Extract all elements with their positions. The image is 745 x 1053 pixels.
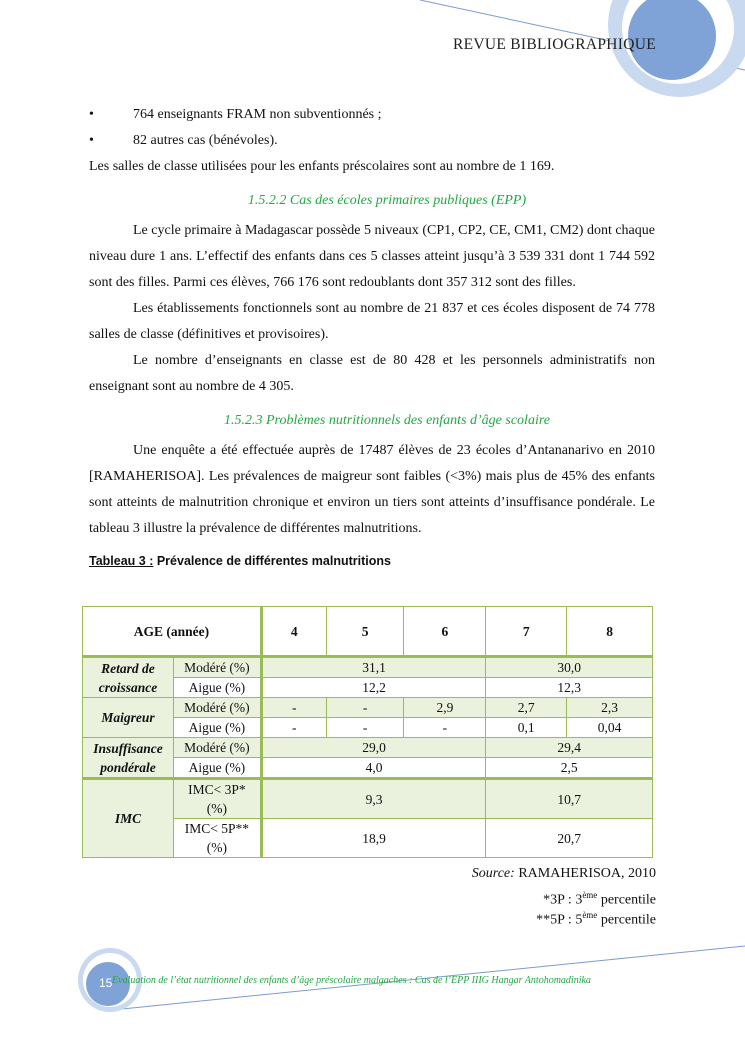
bullet-marker: • <box>89 133 94 148</box>
footer-text: Evaluation de l’état nutritionnel des enfants d’âge préscolaire malgaches : Cas de l’EPP IIIG Hangar Antohomadinika <box>112 975 591 986</box>
table-header-row <box>83 607 653 657</box>
paragraph: Les établissements fonctionnels sont au nombre de 21 837 et ces écoles disposent de 74 778 salles de classe (définitives et provisoires). <box>89 301 655 342</box>
paragraph: Une enquête a été effectuée auprès de 17487 élèves de 23 écoles d’Antananarivo en 2010 [RAMAHERISOA]. Les prévalences de maigreur sont faibles (<3%) mais plus de 45% des enfants sont atteints de malnutrition chronique et environ un tiers sont atteints d’insuffisance pondérale. Le tableau 3 illustre la prévalence de différentes malnutritions. <box>89 443 655 536</box>
table-row: Aigue (%) 4,0 2,5 <box>83 758 653 779</box>
age-cell: 7 <box>486 607 567 657</box>
paragraph: Le nombre d’enseignants en classe est de 80 428 et les personnels administratifs non enseignant sont au nombre de 4 305. <box>89 353 655 394</box>
category-maigreur: Maigreur <box>83 698 174 738</box>
table-source: Source: RAMAHERISOA, 2010 <box>471 866 656 881</box>
category-imc: IMC <box>83 779 174 858</box>
body-text <box>89 102 655 574</box>
category-insuffisance: Insuffisance pondérale <box>83 738 174 779</box>
table-row: IMC< 5P** (%) 18,9 20,7 <box>83 819 653 858</box>
list-item: • 764 enseignants FRAM non subventionnés ; <box>89 102 655 128</box>
running-header: REVUE BIBLIOGRAPHIQUE <box>452 36 656 53</box>
footnote: **5P : 5ème percentile <box>536 910 656 928</box>
table-caption: Tableau 3 : Prévalence de différentes malnutritions <box>89 554 391 568</box>
list-item: • 82 autres cas (bénévoles). <box>89 128 655 154</box>
age-header: AGE (année) <box>83 607 262 657</box>
section-heading: 1.5.2.3 Problèmes nutritionnels des enfants d’âge scolaire <box>224 413 550 428</box>
malnutrition-table <box>82 606 653 858</box>
category-retard: Retard de croissance <box>83 657 174 698</box>
table-row: Insuffisance pondérale Modéré (%) 29,0 29,4 <box>83 738 653 758</box>
table-row: Maigreur Modéré (%) - - 2,9 2,7 2,3 <box>83 698 653 718</box>
age-cell: 8 <box>567 607 653 657</box>
table-row: Aigue (%) - - - 0,1 0,04 <box>83 718 653 738</box>
table-row: IMC IMC< 3P* (%) 9,3 10,7 <box>83 779 653 819</box>
paragraph: Les salles de classe utilisées pour les enfants préscolaires sont au nombre de 1 169. <box>89 159 555 174</box>
table-row: Retard de croissance Modéré (%) 31,1 30,0 <box>83 657 653 678</box>
page-number: 15 <box>99 976 113 990</box>
age-cell: 4 <box>261 607 326 657</box>
section-heading: 1.5.2.2 Cas des écoles primaires publiques (EPP) <box>247 193 527 208</box>
age-cell: 5 <box>326 607 404 657</box>
bullet-marker: • <box>89 107 94 122</box>
footnote: *3P : 3ème percentile <box>543 890 656 908</box>
paragraph: Le cycle primaire à Madagascar possède 5 niveaux (CP1, CP2, CE, CM1, CM2) dont chaque niveau dure 1 ans. L’effectif des enfants dans ces 5 classes atteint jusqu’à 3 539 331 dont 1 744 592 sont des filles. Parmi ces élèves, 766 176 sont redoublants dont 357 312 sont des filles. <box>89 223 655 290</box>
table-row: Aigue (%) 12,2 12,3 <box>83 678 653 698</box>
age-cell: 6 <box>404 607 486 657</box>
